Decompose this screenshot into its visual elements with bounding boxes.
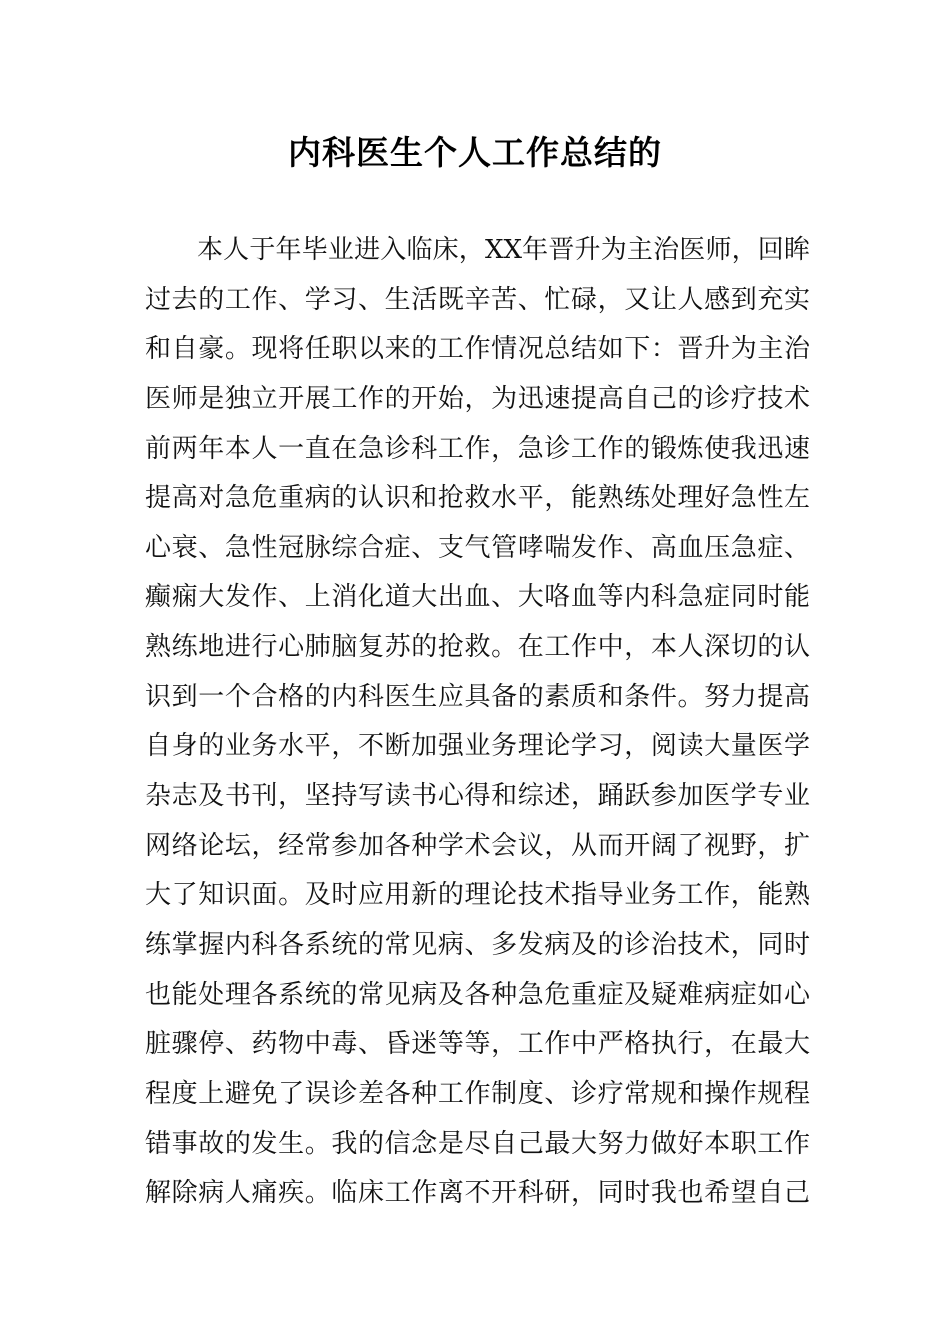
text-line: 识到一个合格的内科医生应具备的素质和条件。努力提高 (145, 681, 810, 712)
text-line: 提高对急危重病的认识和抢救水平，能熟练处理好急性左 (145, 483, 810, 514)
text-line: 程度上避免了误诊差各种工作制度、诊疗常规和操作规程 (145, 1078, 810, 1109)
body-paragraph (145, 229, 810, 1222)
text-line: 医师是独立开展工作的开始，为迅速提高自己的诊疗技术 (145, 383, 810, 414)
text-line: 也能处理各系统的常见病及各种急危重症及疑难病症如心 (145, 979, 810, 1010)
text-line: 前两年本人一直在急诊科工作，急诊工作的锻炼使我迅速 (145, 433, 810, 464)
document-title: 内科医生个人工作总结的 (288, 133, 662, 172)
text-line: 过去的工作、学习、生活既辛苦、忙碌，又让人感到充实 (145, 284, 810, 315)
text-line: 熟练地进行心肺脑复苏的抢救。在工作中，本人深切的认 (145, 632, 810, 663)
text-line: 网络论坛，经常参加各种学术会议，从而开阔了视野，扩 (145, 830, 810, 861)
text-line: 杂志及书刊，坚持写读书心得和综述，踊跃参加医学专业 (145, 781, 810, 812)
text-line: 心衰、急性冠脉综合症、支气管哮喘发作、高血压急症、 (145, 532, 810, 563)
text-line: 和自豪。现将任职以来的工作情况总结如下：晋升为主治 (145, 334, 810, 365)
text-line: 自身的业务水平，不断加强业务理论学习，阅读大量医学 (145, 731, 810, 762)
text-line: 错事故的发生。我的信念是尽自己最大努力做好本职工作 (145, 1128, 810, 1159)
text-line: 癫痫大发作、上消化道大出血、大咯血等内科急症同时能 (145, 582, 810, 613)
text-line: 脏骤停、药物中毒、昏迷等等，工作中严格执行，在最大 (145, 1029, 810, 1060)
text-line: 大了知识面。及时应用新的理论技术指导业务工作，能熟 (145, 880, 810, 911)
text-line: 练掌握内科各系统的常见病、多发病及的诊治技术，同时 (145, 929, 810, 960)
text-line: 解除病人痛疾。临床工作离不开科研，同时我也希望自己 (145, 1178, 810, 1209)
text-line: 本人于年毕业进入临床，XX年晋升为主治医师，回眸 (197, 235, 810, 265)
